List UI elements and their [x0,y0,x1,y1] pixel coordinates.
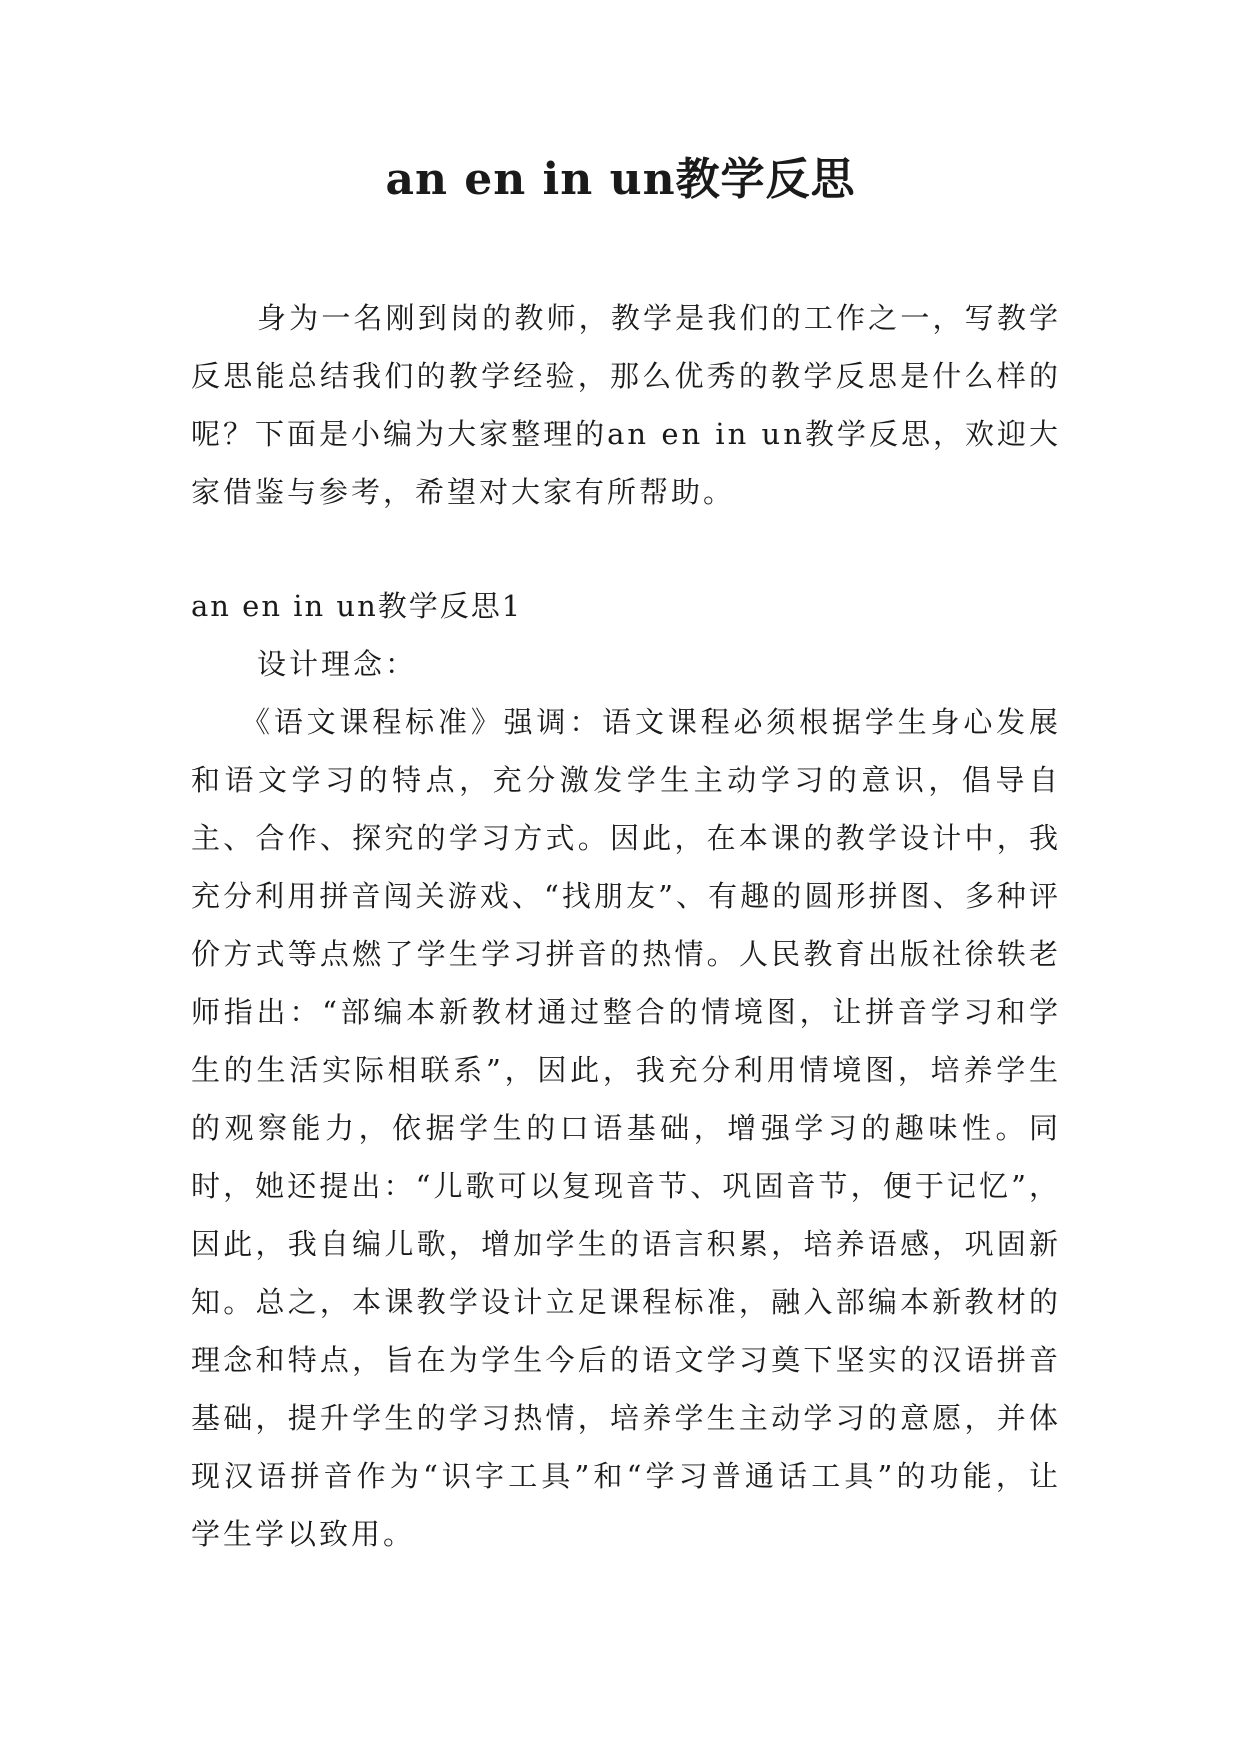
design-concept-paragraph: 《语文课程标准》强调：语文课程必须根据学生身心发展和语文学习的特点，充分激发学生主动学习的意识，倡导自主、合作、探究的学习方式。因此，在本课的教学设计中，我充分利用拼音闯关游戏、“找朋友”、有趣的圆形拼图、多种评价方式等点燃了学生学习拼音的热情。人民教育出版社徐轶老师指出：“部编本新教材通过整合的情境图，让拼音学习和学生的生活实际相联系”，因此，我充分利用情境图，培养学生的观察能力，依据学生的口语基础，增强学习的趣味性。同时，她还提出：“儿歌可以复现音节、巩固音节，便于记忆”，因此，我自编儿歌，增加学生的语言积累，培养语感，巩固新知。总之，本课教学设计立足课程标准，融入部编本新教材的理念和特点，旨在为学生今后的语文学习奠下坚实的汉语拼音基础，提升学生的学习热情，培养学生主动学习的意愿，并体现汉语拼音作为“识字工具”和“学习普通话工具”的功能，让学生学以致用。 [191,705,1061,1551]
document-title: an en in un教学反思 [385,154,856,205]
design-concept-label: 设计理念： [257,647,418,681]
section-heading: an en in un教学反思1 [191,589,523,623]
intro-paragraph: 身为一名刚到岗的教师，教学是我们的工作之一，写教学反思能总结我们的教学经验，那么优秀的教学反思是什么样的呢？下面是小编为大家整理的an en in un教学反思，欢迎大家借鉴与参考，希望对大家有所帮助。 [191,301,1061,509]
